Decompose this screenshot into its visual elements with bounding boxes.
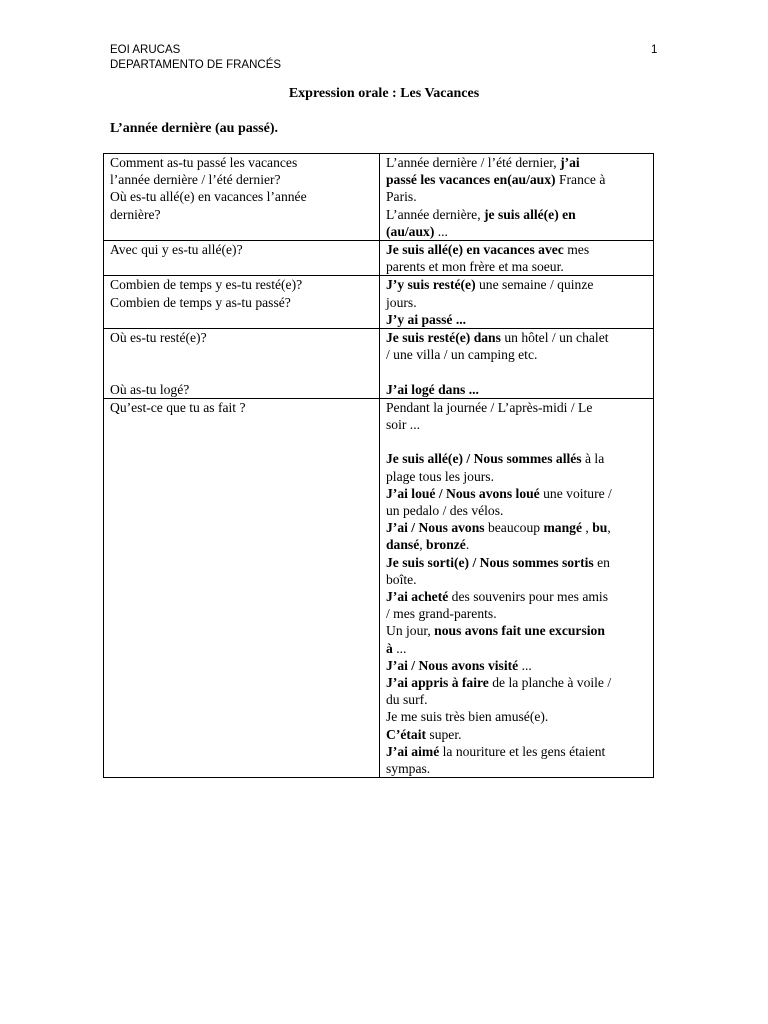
text-segment: , [419, 537, 427, 553]
answer-line [386, 468, 650, 485]
answer-line [386, 329, 650, 346]
answer-line [386, 640, 650, 657]
answer-line [386, 381, 650, 398]
blank-line [386, 433, 650, 450]
text-segment: Combien de temps y es-tu resté(e)? [110, 277, 303, 293]
answer-line [386, 605, 650, 622]
text-segment: Pendant la journée / L’après-midi / Le [386, 399, 593, 415]
question-line [110, 206, 376, 223]
text-segment: boîte. [386, 571, 417, 587]
table-row [104, 276, 654, 329]
bold-phrase: passé les vacances en(au/aux) [386, 172, 556, 188]
question-line [110, 381, 376, 398]
text-segment: France à [555, 172, 606, 188]
text-segment: Paris. [386, 189, 417, 205]
text-segment: super. [426, 726, 462, 742]
question-cell [104, 154, 380, 241]
answer-line [386, 726, 650, 743]
answer-line [386, 708, 650, 725]
blank-line [110, 346, 376, 363]
text-segment: L’année dernière / l’été dernier, [386, 155, 561, 170]
page-number: 1 [651, 44, 658, 56]
text-segment: plage tous les jours. [386, 468, 494, 484]
page-title: Expression orale : Les Vacances [288, 86, 480, 101]
bold-phrase: J’ai loué / Nous avons loué [386, 485, 540, 501]
bold-phrase: Je suis resté(e) dans [386, 330, 501, 346]
text-segment: Qu’est-ce que tu as fait ? [110, 399, 246, 415]
question-line [110, 329, 376, 346]
bold-phrase: J’y ai passé ... [386, 311, 467, 327]
answer-line [386, 622, 650, 639]
text-segment: . [465, 537, 470, 553]
answer-line [386, 502, 650, 519]
bold-phrase: J’ai appris à faire [386, 675, 489, 691]
answer-line [386, 674, 650, 691]
question-line [110, 171, 376, 188]
text-segment: soir ... [386, 417, 420, 433]
text-segment: , [607, 520, 611, 536]
answer-line [386, 416, 650, 433]
table-row [104, 241, 654, 276]
text-segment: Combien de temps y as-tu passé? [110, 294, 291, 310]
answer-line [386, 241, 650, 258]
answer-line [386, 571, 650, 588]
answer-line [386, 554, 650, 571]
answer-line [386, 588, 650, 605]
bold-phrase: j’ai [560, 155, 580, 170]
bold-phrase: je suis allé(e) en [484, 206, 576, 222]
text-segment: / une villa / un camping etc. [386, 347, 538, 363]
text-segment: mes [563, 242, 590, 258]
table-row [104, 154, 654, 241]
question-cell [104, 276, 380, 329]
text-segment: un hôtel / un chalet [500, 330, 609, 346]
bold-phrase: J’ai / Nous avons visité [386, 657, 519, 673]
text-segment: du surf. [386, 692, 428, 708]
vacation-phrases-table [103, 153, 654, 778]
text-segment: parents et mon frère et ma soeur. [386, 259, 564, 275]
table-row [104, 398, 654, 777]
answer-line [386, 311, 650, 328]
header-department: DEPARTAMENTO DE FRANCÉS [110, 59, 282, 71]
question-cell [104, 241, 380, 276]
question-cell [104, 398, 380, 777]
text-segment: ... [518, 657, 532, 673]
bold-phrase: Je suis allé(e) / Nous sommes allés [386, 451, 582, 467]
bold-phrase: Je suis allé(e) en vacances avec [386, 242, 564, 258]
answer-cell [380, 329, 654, 399]
question-line [110, 294, 376, 311]
blank-line [386, 363, 650, 380]
answer-line [386, 258, 650, 275]
text-segment: Je me suis très bien amusé(e). [386, 709, 549, 725]
text-segment: Où es-tu allé(e) en vacances l’année [110, 189, 307, 205]
answer-line [386, 657, 650, 674]
text-segment: ... [434, 223, 448, 239]
text-segment: Un jour, [386, 623, 435, 639]
answer-line [386, 171, 650, 188]
answer-line [386, 206, 650, 223]
bold-phrase: J’ai acheté [386, 589, 449, 605]
bold-phrase: J’ai aimé [386, 743, 440, 759]
answer-line [386, 188, 650, 205]
question-line [110, 241, 376, 258]
text-segment: en [593, 554, 610, 570]
text-segment: / mes grand-parents. [386, 606, 497, 622]
bold-phrase: mangé [543, 520, 582, 536]
table-row [104, 329, 654, 399]
answer-line [386, 450, 650, 467]
bold-phrase: à [386, 640, 393, 656]
text-segment: Où as-tu logé? [110, 381, 190, 397]
text-segment: L’année dernière, [386, 206, 484, 222]
bold-phrase: Je suis sorti(e) / Nous sommes sortis [386, 554, 594, 570]
text-segment: une voiture / [539, 485, 612, 501]
answer-cell [380, 276, 654, 329]
text-segment: , [581, 520, 593, 536]
bold-phrase: J’ai / Nous avons [386, 520, 485, 536]
bold-phrase: J’ai logé dans ... [386, 381, 479, 397]
answer-line [386, 154, 650, 171]
answer-cell [380, 241, 654, 276]
bold-phrase: J’y suis resté(e) [386, 277, 476, 293]
answer-line [386, 536, 650, 553]
answer-line [386, 223, 650, 240]
question-line [110, 154, 376, 171]
answer-line [386, 760, 650, 777]
text-segment: une semaine / quinze [475, 277, 594, 293]
bold-phrase: C’était [386, 726, 427, 742]
section-subtitle: L’année dernière (au passé). [110, 121, 278, 136]
question-line [110, 276, 376, 293]
bold-phrase: bu [592, 520, 608, 536]
text-segment: la nouriture et les gens étaient [439, 743, 606, 759]
bold-phrase: (au/aux) [386, 223, 435, 239]
text-segment: de la planche à voile / [488, 675, 612, 691]
bold-phrase: dansé [386, 537, 420, 553]
text-segment: Où es-tu resté(e)? [110, 330, 207, 346]
text-segment: des souvenirs pour mes amis [448, 589, 608, 605]
text-segment: Avec qui y es-tu allé(e)? [110, 242, 243, 258]
text-segment: à la [581, 451, 605, 467]
answer-line [386, 294, 650, 311]
answer-line [386, 399, 650, 416]
question-line [110, 399, 376, 416]
text-segment: dernière? [110, 206, 161, 222]
answer-line [386, 276, 650, 293]
answer-line [386, 691, 650, 708]
text-segment: ... [392, 640, 407, 656]
text-segment: beaucoup [484, 520, 544, 536]
text-segment: un pedalo / des vélos. [386, 503, 504, 519]
answer-line [386, 485, 650, 502]
text-segment: l’année dernière / l’été dernier? [110, 172, 281, 188]
answer-cell [380, 154, 654, 241]
answer-line [386, 743, 650, 760]
bold-phrase: bronzé [426, 537, 466, 553]
header-school: EOI ARUCAS [110, 44, 181, 56]
answer-cell [380, 398, 654, 777]
answer-line [386, 519, 650, 536]
text-segment: jours. [386, 294, 417, 310]
text-segment: Comment as-tu passé les vacances [110, 155, 298, 170]
answer-line [386, 346, 650, 363]
blank-line [110, 363, 376, 380]
text-segment: sympas. [386, 761, 431, 777]
bold-phrase: nous avons fait une excursion [434, 623, 605, 639]
question-cell [104, 329, 380, 399]
question-line [110, 188, 376, 205]
